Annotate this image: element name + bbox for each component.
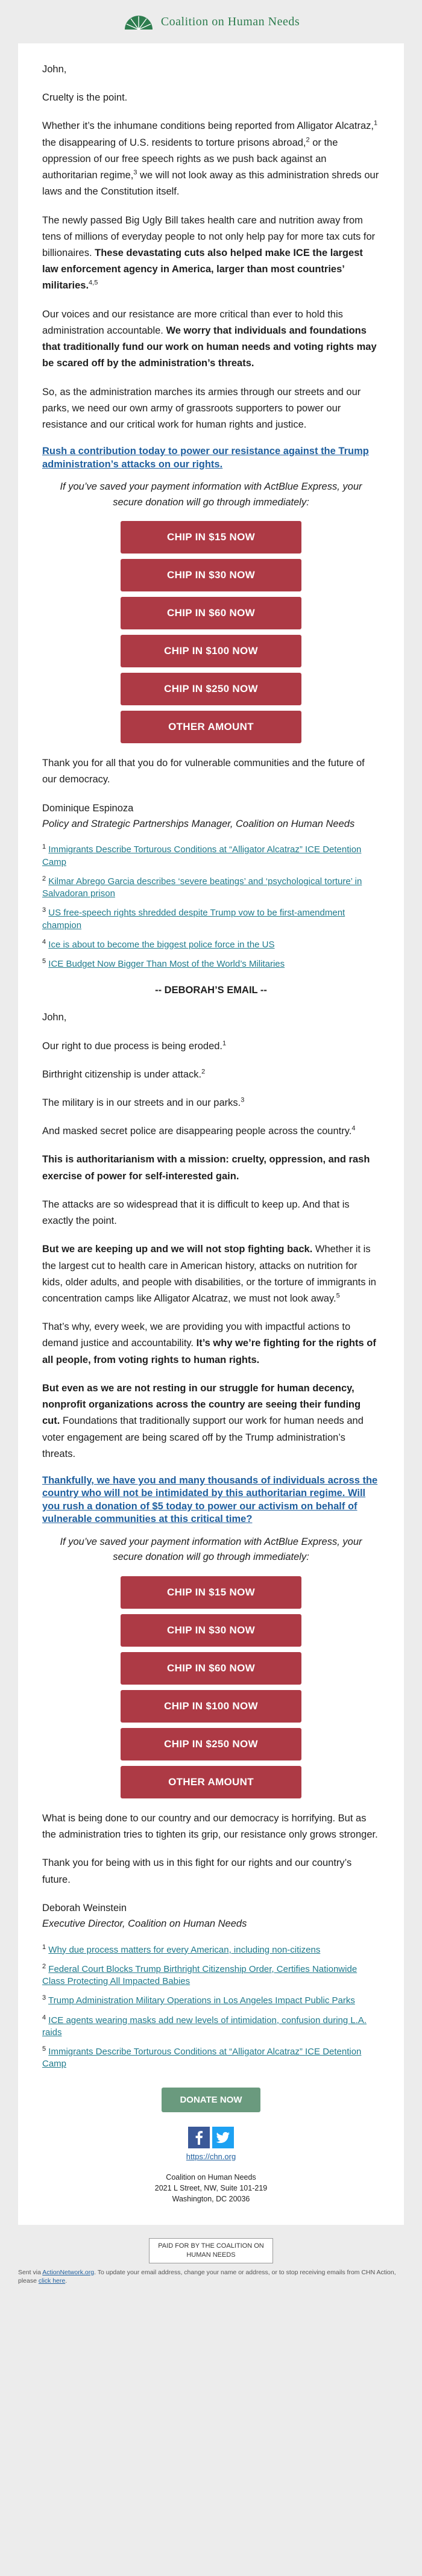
website-link-wrap — [42, 2152, 380, 2161]
greeting: John, — [42, 64, 67, 75]
chip-in-100-button[interactable]: CHIP IN $100 NOW — [121, 635, 301, 667]
paragraph-voices: Our voices and our resistance are more critical than ever to hold this administration accountable. We worry that individuals and foundations that traditionally fund our work on human needs and voting rights may be scared off by the administration’s threats. — [42, 308, 377, 369]
unsubscribe-link[interactable]: click here — [38, 2277, 66, 2285]
contribution-cta-link[interactable]: Rush a contribution today to power our resistance against the Trump administration’s attacks on our rights. — [42, 446, 369, 470]
footnote-link[interactable]: ICE Budget Now Bigger Than Most of the World’s Militaries — [48, 959, 285, 970]
org-logo-icon — [122, 13, 155, 31]
footnote-link[interactable]: Immigrants Describe Torturous Conditions at “Alligator Alcatraz” ICE Detention Camp — [42, 844, 362, 867]
footnote-link[interactable]: Trump Administration Military Operations in Los Angeles Impact Public Parks — [48, 1995, 355, 2006]
paragraph-weekly: That’s why, every week, we are providing you with impactful actions to demand justice and accountability. It’s why we’re fighting for the rights of all people, from voting rights to human rights. — [42, 1321, 376, 1365]
footnote: $^4$ Ice is about to become the biggest police force in the US — [42, 938, 275, 950]
actionnetwork-link[interactable]: ActionNetwork.org — [42, 2268, 95, 2276]
footnote-link[interactable]: Kilmar Abrego Garcia describes ‘severe beatings’ and ‘psychological torture’ in Salvadoran prison — [42, 876, 362, 899]
paid-for-box: PAID FOR BY THE COALITION ON HUMAN NEEDS — [149, 2238, 272, 2263]
footnote-link[interactable]: Why due process matters for every American, including non-citizens — [48, 1944, 321, 1955]
footnote-link[interactable]: ICE agents wearing masks add new levels of intimidation, confusion during L.A. raids — [42, 2015, 367, 2038]
address-line: Washington, DC 20036 — [172, 2194, 250, 2203]
chip-in-250-button[interactable]: CHIP IN $250 NOW — [121, 1728, 301, 1760]
other-amount-button[interactable]: OTHER AMOUNT — [121, 711, 301, 743]
paragraph-horrifying: What is being done to our country and our democracy is horrifying. But as the administration tries to tighten its grip, our resistance only grows stronger. — [42, 1812, 378, 1841]
twitter-icon[interactable] — [212, 2127, 234, 2148]
paragraph-resting: But even as we are not resting in our struggle for human decency, nonprofit organizations across the country are seeing their funding cut. Foundations that traditionally support our work for human needs and voter engagement are being scared off by the Trump administration’s threats. — [42, 1382, 364, 1459]
footnote: $^3$ Trump Administration Military Operations in Los Angeles Impact Public Parks — [42, 1994, 355, 2006]
line-birthright: Birthright citizenship is under attack.$^2$ — [42, 1068, 206, 1080]
actblue-note: If you’ve saved your payment information with ActBlue Express, your secure donation will go through immediately: — [60, 1536, 362, 1563]
footnote: $^2$ Kilmar Abrego Garcia describes ‘severe beatings’ and ‘psychological torture’ in Salvadoran prison — [42, 875, 362, 899]
line-due-process: Our right to due process is being eroded.$^1$ — [42, 1040, 227, 1052]
paragraph-thanks: Thank you for being with us in this fight for our rights and our country’s future. — [42, 1857, 352, 1885]
footnote-link[interactable]: Federal Court Blocks Trump Birthright Citizenship Order, Certifies Nationwide Class Protecting All Impacted Babies — [42, 1963, 357, 1986]
actblue-note: If you’ve saved your payment information with ActBlue Express, your secure donation will go through immediately: — [60, 481, 362, 508]
greeting: John, — [42, 1012, 67, 1023]
footnote: $^5$ Immigrants Describe Torturous Conditions at “Alligator Alcatraz” ICE Detention Camp — [42, 2045, 362, 2069]
footnotes — [42, 844, 380, 970]
org-name: Coalition on Human Needs — [160, 14, 300, 28]
signer-name: Dominique Espinoza — [42, 802, 134, 814]
footnote-link[interactable]: Ice is about to become the biggest police force in the US — [48, 939, 275, 950]
paragraph-fight-back: But we are keeping up and we will not stop fighting back. Whether it is the largest cut to health care in American history, attacks on nutrition for kids, older adults, and people with disabilities, or the torture of immigrants in concentration camps like Alligator Alcatraz, we must not look away.$^5$ — [42, 1244, 376, 1304]
chip-in-buttons — [121, 521, 301, 743]
email-body — [18, 43, 404, 2225]
donation-cta-link[interactable]: Thankfully, we have you and many thousands of individuals across the country who will not be intimidated by this authoritarian regime. Will you rush a donation of $5 today to power our activism on behalf of vulnerable communities at this critical time? — [42, 1474, 378, 1525]
footnote: $^2$ Federal Court Blocks Trump Birthright Citizenship Order, Certifies Nationwide Class Protecting All Impacted Babies — [42, 1962, 357, 1986]
paragraph-thanks: Thank you for all that you do for vulnerable communities and the future of our democracy. — [42, 758, 365, 785]
donate-section — [42, 2088, 380, 2112]
chip-in-60-button[interactable]: CHIP IN $60 NOW — [121, 1652, 301, 1685]
footnotes — [42, 1944, 380, 2071]
chip-in-30-button[interactable]: CHIP IN $30 NOW — [121, 1614, 301, 1647]
footnote: $^1$ Immigrants Describe Torturous Conditions at “Alligator Alcatraz” ICE Detention Camp — [42, 843, 362, 867]
signer-name: Deborah Weinstein — [42, 1902, 127, 1913]
unsubscribe-notice: Sent via ActionNetwork.org. To update your email address, change your name or address, or to stop receiving emails from CHN Action, please click here. — [18, 2268, 396, 2285]
paid-for-disclaimer — [0, 2238, 422, 2263]
paragraph-attacks: The attacks are so widespread that it is difficult to keep up. And that is exactly the point. — [42, 1199, 350, 1227]
deborahs-email-divider: -- DEBORAH’S EMAIL -- — [155, 985, 267, 996]
donate-now-button[interactable]: DONATE NOW — [162, 2088, 260, 2112]
chip-in-15-button[interactable]: CHIP IN $15 NOW — [121, 1576, 301, 1609]
chip-in-60-button[interactable]: CHIP IN $60 NOW — [121, 597, 301, 629]
footnote: $^1$ Why due process matters for every American, including non-citizens — [42, 1943, 321, 1955]
website-link[interactable]: https://chn.org — [186, 2151, 236, 2161]
address-line: 2021 L Street, NW, Suite 101-219 — [154, 2183, 268, 2192]
signer-title: Policy and Strategic Partnerships Manager, Coalition on Human Needs — [42, 818, 355, 829]
facebook-icon[interactable] — [188, 2127, 210, 2148]
chip-in-30-button[interactable]: CHIP IN $30 NOW — [121, 559, 301, 591]
footnote-link[interactable]: US free-speech rights shredded despite Trump vow to be first-amendment champion — [42, 908, 345, 931]
line-military: The military is in our streets and in our parks.$^3$ — [42, 1096, 245, 1109]
chip-in-15-button[interactable]: CHIP IN $15 NOW — [121, 521, 301, 554]
chip-in-buttons — [121, 1576, 301, 1798]
other-amount-button[interactable]: OTHER AMOUNT — [121, 1766, 301, 1798]
address-line: Coalition on Human Needs — [166, 2172, 256, 2181]
paragraph-armies: So, as the administration marches its armies through our streets and our parks, we need our own army of grassroots supporters to power our resistance and our critical work for human rights and justice. — [42, 386, 361, 430]
footnote: $^4$ ICE agents wearing masks add new levels of intimidation, confusion during L.A. raids — [42, 2013, 367, 2038]
signer-title: Executive Director, Coalition on Human Needs — [42, 1918, 247, 1930]
email-header — [0, 0, 422, 43]
chip-in-250-button[interactable]: CHIP IN $250 NOW — [121, 673, 301, 705]
line-secret-police: And masked secret police are disappearing people across the country.$^4$ — [42, 1124, 356, 1137]
paragraph-big-ugly-bill: The newly passed Big Ugly Bill takes health care and nutrition away from tens of millions of everyday people to not only help pay for more tax cuts for billionaires. These devastating cuts also helped make ICE the largest law enforcement agency in America, larger than most countries’ militaries.$^{4,5}$ — [42, 214, 376, 292]
footnote: $^3$ US free-speech rights shredded despite Trump vow to be first-amendment champion — [42, 906, 345, 931]
paragraph-authoritarianism: This is authoritarianism with a mission: cruelty, oppression, and rash exercise of power for self-interested gain. — [42, 1154, 370, 1182]
chip-in-100-button[interactable]: CHIP IN $100 NOW — [121, 1690, 301, 1723]
paragraph-intro: Whether it’s the inhumane conditions being reported from Alligator Alcatraz,$^1$ the disappearing of U.S. residents to torture prisons abroad,$^2$ or the oppression of our free speech rights as we push back against an authoritarian regime,$^3$ we will not look away as this administration shreds our laws and the Constitution itself. — [42, 119, 379, 198]
footnote-link[interactable]: Immigrants Describe Torturous Conditions at “Alligator Alcatraz” ICE Detention Camp — [42, 2047, 362, 2069]
footnote: $^5$ ICE Budget Now Bigger Than Most of the World’s Militaries — [42, 958, 285, 970]
paragraph-cruelty: Cruelty is the point. — [42, 92, 128, 104]
social-links — [42, 2127, 380, 2148]
